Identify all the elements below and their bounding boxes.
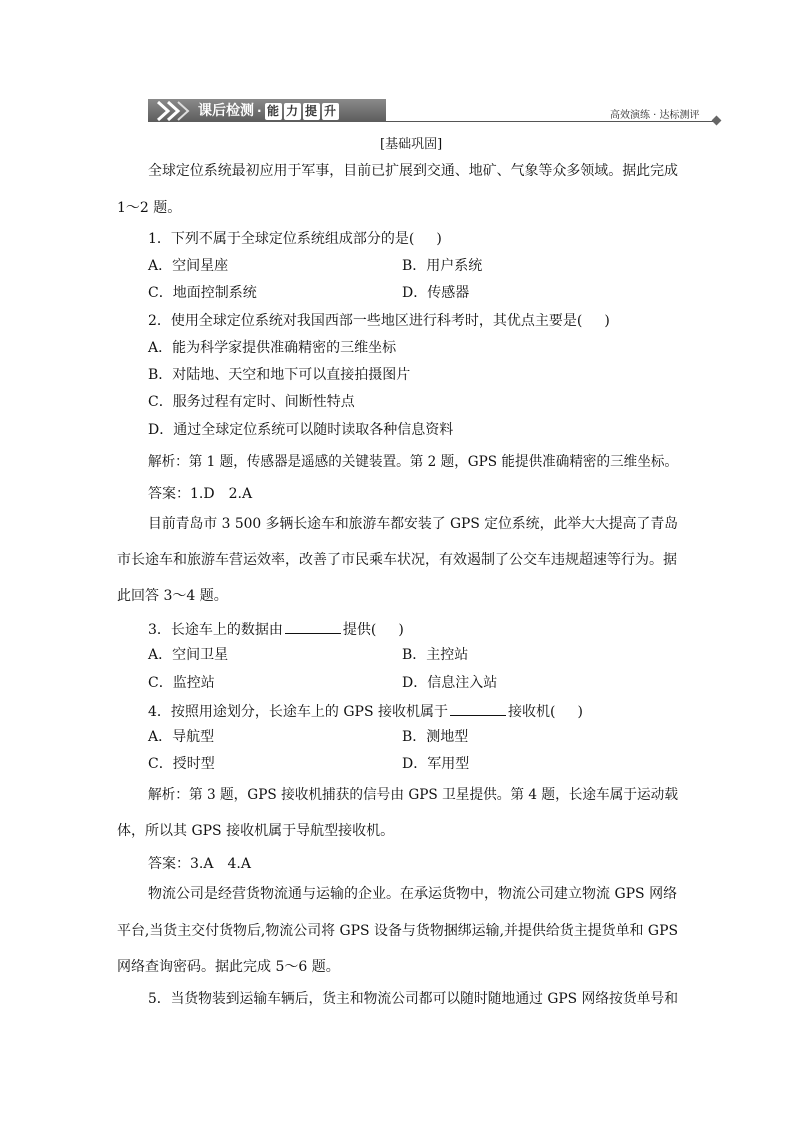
passage-line: 1～2 题。 (117, 200, 182, 216)
fill-blank (285, 619, 341, 634)
question-1-stem (148, 230, 442, 248)
passage-line: 全球定位系统最初应用于军事，目前已扩展到交通、地矿、气象等众多领域。据此完成 (148, 163, 678, 179)
question-2-stem (148, 312, 610, 330)
question-4-option-d: D．军用型 (402, 756, 470, 772)
answer-text: 答案：1.D 2.A (148, 486, 253, 502)
analysis-text: 解析：第 1 题，传感器是遥感的关键装置。第 2 题，GPS 能提供准确精密的三维坐标。 (148, 454, 678, 470)
banner-prefix: 课后检测 (198, 103, 254, 119)
stem-text: 1．下列不属于全球定位系统组成部分的是( (148, 231, 415, 247)
question-1-option-d: D．传感器 (402, 285, 470, 301)
question-1-option-c: C．地面控制系统 (148, 285, 257, 301)
banner-separator: · (257, 104, 262, 118)
question-3-stem (148, 619, 404, 639)
stem-text: ) (604, 313, 610, 329)
question-4-option-b: B．测地型 (402, 729, 469, 745)
section-title: [基础巩固] (380, 137, 443, 152)
banner-box-char: 力 (284, 103, 301, 120)
stem-text: ) (398, 622, 404, 638)
stem-text: 2．使用全球定位系统对我国西部一些地区进行科考时，其优点主要是( (148, 313, 583, 329)
passage-line: 目前青岛市 3 500 多辆长途车和旅游车都安装了 GPS 定位系统，此举大大提高了青岛 (148, 516, 679, 532)
stem-text: 3．长途车上的数据由 (148, 622, 283, 638)
question-2-option-c: C．服务过程有定时、间断性特点 (148, 394, 355, 410)
analysis-text: 体，所以其 GPS 接收机属于导航型接收机。 (117, 823, 395, 839)
question-1-option-a: A．空间星座 (148, 258, 229, 274)
passage-line: 网络查询密码。据此完成 5～6 题。 (117, 959, 340, 975)
stem-text: ) (577, 704, 583, 720)
question-2-option-a: A．能为科学家提供准确精密的三维坐标 (148, 340, 397, 356)
passage-line: 此回答 3～4 题。 (117, 588, 228, 604)
banner-box-char: 升 (322, 103, 339, 120)
stem-text: 4．按照用途划分，长途车上的 GPS 接收机属于 (148, 704, 449, 720)
question-4-option-c: C．授时型 (148, 756, 215, 772)
question-3-option-a: A．空间卫星 (148, 647, 229, 663)
passage-line: 市长途车和旅游车营运效率，改善了市民乘车状况，有效遏制了公交车违规超速等行为。据 (117, 552, 677, 568)
banner-box-char: 提 (303, 103, 320, 120)
question-3-option-c: C．监控站 (148, 675, 215, 691)
question-2-option-b: B．对陆地、天空和地下可以直接拍摄图片 (148, 367, 411, 383)
banner-box-char: 能 (265, 103, 282, 120)
answer-text: 答案：3.A 4.A (148, 856, 251, 872)
question-4-option-a: A．导航型 (148, 729, 215, 745)
stem-text: ) (436, 231, 442, 247)
question-2-option-d: D．通过全球定位系统可以随时读取各种信息资料 (148, 422, 454, 438)
banner-right-label: 高效演练 · 达标测评 (610, 110, 700, 121)
question-3-option-d: D．信息注入站 (402, 675, 498, 691)
section-banner (148, 99, 722, 125)
question-5-stem: 5．当货物装到运输车辆后，货主和物流公司都可以随时随地通过 GPS 网络按货单号和 (148, 991, 678, 1007)
banner-title (198, 101, 341, 121)
passage-line: 物流公司是经营货物流通与运输的企业。在承运货物中，物流公司建立物流 GPS 网络 (148, 886, 678, 902)
banner-rule (386, 121, 716, 122)
question-1-option-b: B．用户系统 (402, 258, 483, 274)
analysis-text: 解析：第 3 题，GPS 接收机捕获的信号由 GPS 卫星提供。第 4 题，长途车属于运动载 (148, 787, 678, 803)
fill-blank (450, 701, 506, 716)
stem-text: 接收机( (508, 704, 556, 720)
passage-line: 平台,当货主交付货物后,物流公司将 GPS 设备与货物捆绑运输,并提供给货主提货单和 GPS (117, 923, 679, 939)
question-3-option-b: B．主控站 (402, 647, 469, 663)
stem-text: 提供( (342, 622, 377, 638)
double-chevron-icon (154, 100, 194, 122)
question-4-stem (148, 701, 583, 721)
diamond-icon (712, 116, 722, 126)
banner-boxed-title (265, 101, 341, 121)
